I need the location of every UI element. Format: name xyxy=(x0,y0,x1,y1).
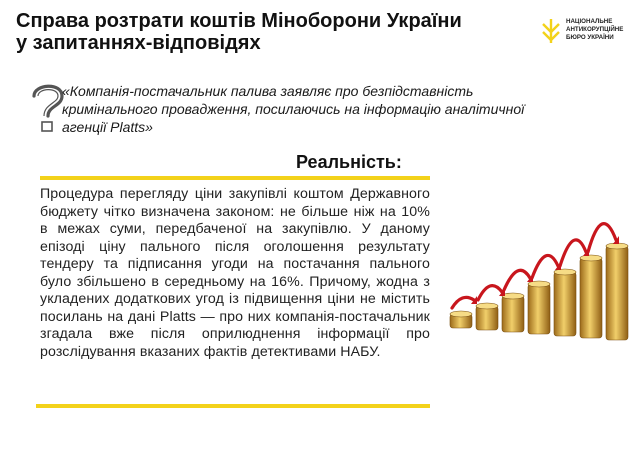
accent-divider-bottom xyxy=(36,404,430,408)
page-title xyxy=(16,10,516,54)
growth-arrow-1 xyxy=(452,297,474,308)
coin-stack-7 xyxy=(606,246,628,340)
accent-divider-top xyxy=(40,176,430,180)
page-title-line-2: у запитаннях-відповідях xyxy=(16,32,261,54)
answer-text: Процедура перегляду ціни закупівлі коштом Державного бюджету чітко визначена законом: не більше ніж на 10% в межах суми, передбаченої на закупівлю. У даному епізоді ціну пального після оголошення результату тендеру та підписання угоди на постачання пального було збільшено в середньому на 16%. Причому, жодна з укладених додаткових угод із підвищення ціни не містить посилань на дані Platts — про них компанія-постачальник згадала вже після оприлюднення інформації про розслідування вказаних фактів детективами НАБУ. xyxy=(40,186,430,360)
coin-stack-4 xyxy=(528,284,550,334)
coin-stacks-growth-image xyxy=(444,196,634,346)
growth-arrow-3 xyxy=(504,270,530,290)
answer-heading: Реальність: xyxy=(296,152,402,172)
nabu-emblem-icon xyxy=(540,18,562,44)
page-title-line-1: Справа розтрати коштів Міноборони України xyxy=(16,10,462,32)
logo-line-1: НАЦІОНАЛЬНЕ xyxy=(566,18,613,25)
question-claim xyxy=(62,82,622,136)
logo-text xyxy=(566,18,632,42)
claim-line-3: агенції Platts» xyxy=(62,119,153,135)
growth-arrow-2 xyxy=(478,286,502,300)
coin-stack-3 xyxy=(502,296,524,332)
coin-stack-2 xyxy=(476,306,498,330)
logo-line-2: АНТИКОРУПЦІЙНЕ xyxy=(566,26,624,33)
claim-line-1: «Компанія-постачальник палива заявляє про безпідставність xyxy=(62,83,474,99)
coin-stack-6 xyxy=(580,258,602,338)
coin-stack-5 xyxy=(554,272,576,336)
logo-line-3: БЮРО УКРАЇНИ xyxy=(566,34,614,41)
nabu-logo xyxy=(540,18,632,48)
claim-line-2: кримінального провадження, посилаючись на інформацію аналітичної xyxy=(62,101,525,117)
